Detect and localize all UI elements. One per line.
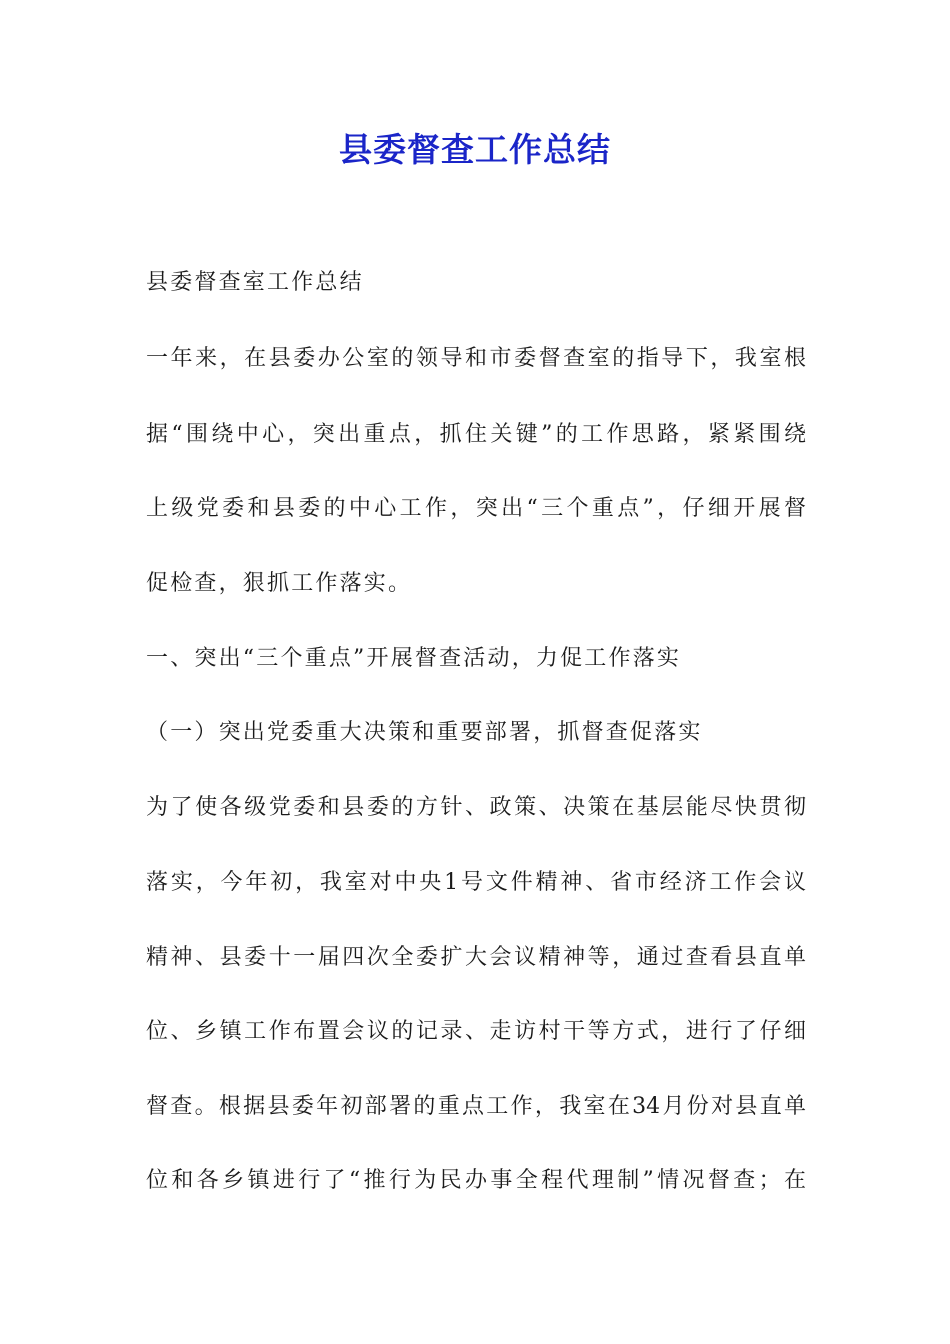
body-line: 位和各乡镇进行了“推行为民办事全程代理制”情况督查；在	[146, 1168, 806, 1193]
body-line: 据“围绕中心，突出重点，抓住关键”的工作思路，紧紧围绕	[146, 422, 806, 447]
body-line: 落实，今年初，我室对中央1号文件精神、省市经济工作会议	[146, 870, 806, 895]
section-heading: 县委督查室工作总结	[146, 270, 364, 295]
body-line: 位、乡镇工作布置会议的记录、走访村干等方式，进行了仔细	[146, 1019, 806, 1044]
body-line: 一年来，在县委办公室的领导和市委督查室的指导下，我室根	[146, 346, 806, 371]
subheading: 一、突出“三个重点”开展督查活动，力促工作落实	[146, 646, 682, 671]
document-title: 县委督查工作总结	[339, 130, 611, 169]
body-line: 为了使各级党委和县委的方针、政策、决策在基层能尽快贯彻	[146, 795, 806, 820]
body-line: 上级党委和县委的中心工作，突出“三个重点”，仔细开展督	[146, 496, 806, 521]
subheading: （一）突出党委重大决策和重要部署，抓督查促落实	[146, 720, 703, 745]
body-line: 促检查，狠抓工作落实。	[146, 571, 413, 596]
body-line: 精神、县委十一届四次全委扩大会议精神等，通过查看县直单	[146, 945, 806, 970]
body-line: 督查。根据县委年初部署的重点工作，我室在34月份对县直单	[146, 1094, 806, 1119]
